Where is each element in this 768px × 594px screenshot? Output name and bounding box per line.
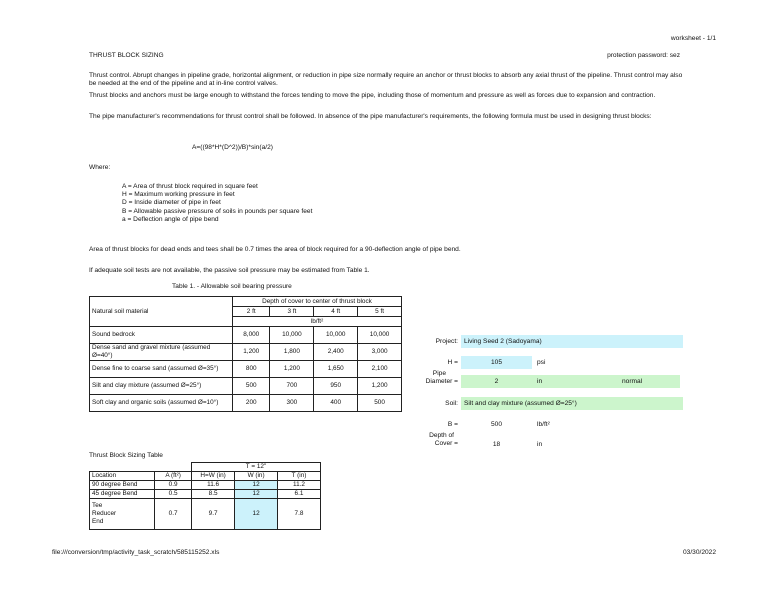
header-area: A (ft²) <box>155 472 192 481</box>
soil-select[interactable]: Silt and clay mixture (assumed Ø=25°) <box>461 397 683 410</box>
soil-value: 2,100 <box>358 361 402 378</box>
project-label: Project: <box>435 338 458 345</box>
area-cell: 0.7 <box>155 499 192 530</box>
worksheet-label: worksheet - 1/1 <box>670 35 716 42</box>
soil-value: 500 <box>358 395 402 412</box>
table-row <box>90 361 402 378</box>
table-row <box>90 327 402 344</box>
soil-value: 200 <box>233 395 270 412</box>
soil-value: 700 <box>270 378 314 395</box>
area-cell: 0.9 <box>155 481 192 490</box>
definition-angle: a = Deflection angle of pipe bend <box>122 215 219 223</box>
soil-value: 10,000 <box>358 327 402 344</box>
soil-value: 1,650 <box>314 361 358 378</box>
pipe-diameter-input[interactable]: 2 <box>494 378 499 385</box>
pipe-diameter-label <box>412 370 458 385</box>
soil-material: Dense fine to coarse sand (assumed Ø=35°) <box>90 361 233 378</box>
hw-cell: 9.7 <box>192 499 235 530</box>
table-row <box>90 395 402 412</box>
soil-value: 2,400 <box>314 344 358 361</box>
pipe-label-line: Diameter = <box>425 377 458 385</box>
soil-material: Sound bedrock <box>90 327 233 344</box>
thrust-block-table <box>89 462 321 530</box>
header-hw: H=W (in) <box>192 472 235 481</box>
table-row <box>90 499 321 530</box>
pressure-input[interactable]: 105 <box>461 356 532 369</box>
soil-value: 1,200 <box>358 378 402 395</box>
t-cell: 6.1 <box>277 490 320 499</box>
location-cell: 45 degree Bend <box>90 490 155 499</box>
soil-value: 3,000 <box>358 344 402 361</box>
w-cell[interactable]: 12 <box>235 499 278 530</box>
soil-value: 1,800 <box>270 344 314 361</box>
soil-value: 300 <box>270 395 314 412</box>
depth-cover-unit: in <box>537 441 543 448</box>
header-t: T (in) <box>277 472 320 481</box>
t-header: T = 12" <box>192 463 321 472</box>
para-dead-ends: Area of thrust blocks for dead ends and tees shall be 0.7 times the area of block required for a 90-deflection angle of pipe bend. <box>89 246 461 253</box>
pipe-diameter-unit: in <box>537 378 543 385</box>
definition-b: B = Allowable passive pressure of soils in pounds per square feet <box>122 207 313 215</box>
soil-material-header: Natural soil material <box>90 297 233 327</box>
where-label: Where: <box>89 164 111 171</box>
depth-label-line: Cover = <box>434 439 458 447</box>
para-thrust-control: Thrust control. Abrupt changes in pipeline grade, horizontal alignment, or reduction in pipe size normally require an anchor or thrust blocks to absorb any axial thrust of the pipeline. Thrust control may also be needed at the end of the pipeline and at in-line control valves. <box>89 72 683 88</box>
depth-4ft: 4 ft <box>314 307 358 317</box>
soil-value: 500 <box>233 378 270 395</box>
b-label: B = <box>447 421 458 428</box>
soil-value: 400 <box>314 395 358 412</box>
table-row <box>90 344 402 361</box>
soil-value: 950 <box>314 378 358 395</box>
table-row <box>90 490 321 499</box>
para-thrust-blocks: Thrust blocks and anchors must be large enough to withstand the forces tending to move the pipe, including those of momentum and pressure as well as forces due to expansion and contraction. <box>89 92 656 99</box>
area-cell: 0.5 <box>155 490 192 499</box>
t-cell: 11.2 <box>277 481 320 490</box>
soil-value: 1,200 <box>233 344 270 361</box>
project-input[interactable]: Living Seed 2 (Sadoyama) <box>461 335 683 348</box>
soil-value: 800 <box>233 361 270 378</box>
soil-value: 10,000 <box>270 327 314 344</box>
thrust-table-caption: Thrust Block Sizing Table <box>89 452 163 459</box>
location-cell: 90 degree Bend <box>90 481 155 490</box>
soil-bearing-table <box>89 296 402 412</box>
t-cell: 7.8 <box>277 499 320 530</box>
pressure-unit: psi <box>537 359 546 366</box>
table-row <box>90 481 321 490</box>
formula: A=((98*H*(D^2))/B)*sin(a/2) <box>192 144 273 151</box>
depth-5ft: 5 ft <box>358 307 402 317</box>
soil-table-caption: Table 1. - Allowable soil bearing pressure <box>172 283 292 290</box>
depth-label-line: Depth of <box>429 432 454 439</box>
para-soil-tests: If adequate soil tests are not available, the passive soil pressure may be estimated from Table 1. <box>89 267 370 274</box>
definition-d: D = Inside diameter of pipe in feet <box>122 199 221 207</box>
soil-material: Silt and clay mixture (assumed Ø=25°) <box>90 378 233 395</box>
para-manufacturer: The pipe manufacturer's recommendations for thrust control shall be followed. In absence of the pipe manufacturer's requirements, the following formula must be used in designing thrust blocks: <box>89 113 652 120</box>
w-cell[interactable]: 12 <box>235 490 278 499</box>
header-w: W (in) <box>235 472 278 481</box>
hw-cell: 8.5 <box>192 490 235 499</box>
hw-cell: 11.6 <box>192 481 235 490</box>
location-cell: Tee Reducer End <box>90 499 155 530</box>
soil-value: 10,000 <box>314 327 358 344</box>
definition-a: A = Area of thrust block required in square feet <box>122 183 258 190</box>
pipe-note: normal <box>622 378 643 385</box>
b-unit: lb/ft² <box>537 421 550 428</box>
depth-cover-input[interactable]: 18 <box>492 441 501 448</box>
soil-value: 8,000 <box>233 327 270 344</box>
soil-material: Dense sand and gravel mixture (assumed Ø=40°) <box>90 344 233 361</box>
file-path: file:///conversion/tmp/activity_task_scratch/585115252.xls <box>52 549 220 556</box>
print-date: 03/30/2022 <box>682 549 716 556</box>
soil-value: 1,200 <box>270 361 314 378</box>
password-note: protection password: sez <box>607 52 680 59</box>
unit-row: lb/ft² <box>233 317 402 327</box>
header-location: Location <box>90 472 155 481</box>
definition-list <box>122 183 312 224</box>
page-title: THRUST BLOCK SIZING <box>89 52 164 59</box>
pipe-label-line: Pipe <box>432 370 446 377</box>
w-cell[interactable]: 12 <box>235 481 278 490</box>
depth-3ft: 3 ft <box>270 307 314 317</box>
table-row <box>90 378 402 395</box>
depth-2ft: 2 ft <box>233 307 270 317</box>
soil-material: Soft clay and organic soils (assumed Ø=10°) <box>90 395 233 412</box>
soil-label: Soil: <box>445 400 458 407</box>
b-value: 500 <box>490 421 502 428</box>
depth-header: Depth of cover to center of thrust block <box>233 297 402 307</box>
definition-h: H = Maximum working pressure in feet <box>122 191 235 199</box>
depth-cover-label <box>405 432 458 447</box>
h-label: H = <box>447 359 458 366</box>
